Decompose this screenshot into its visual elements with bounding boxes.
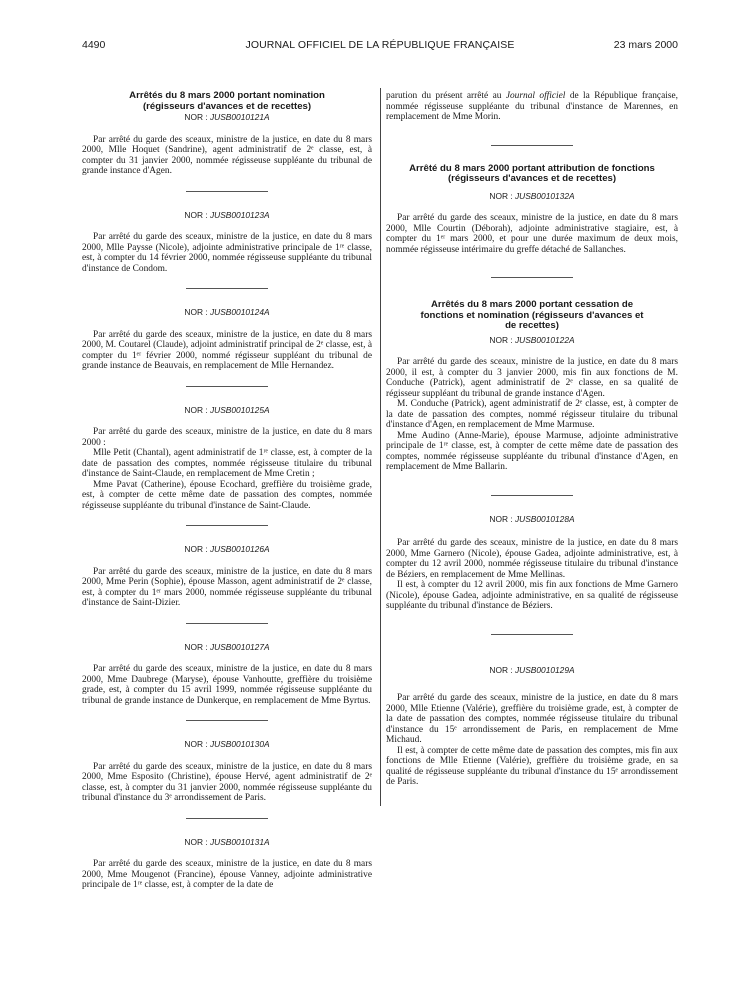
nor-reference [386, 514, 678, 525]
nor-reference [82, 405, 372, 416]
nor-reference [82, 739, 372, 750]
nor-code: JUSB0010126A [209, 544, 270, 554]
nor-label: NOR : [489, 334, 513, 345]
decree-paragraph: Mlle Petit (Chantal), agent administratif de 1ʳᵉ classe, est, à compter de la date de passation des comptes, nommée régisseuse titulaire du tribunal d'instance de Saint-Claude, en remplacement de Mme Cretin ; [82, 448, 372, 479]
nor-label: NOR : [184, 739, 208, 749]
left-column [82, 91, 372, 891]
nor-reference [386, 665, 678, 676]
nor-label: NOR : [489, 513, 513, 524]
journal-title: JOURNAL OFFICIEL DE LA RÉPUBLIQUE FRANÇAISE [245, 39, 515, 51]
nor-reference [82, 837, 372, 848]
page-number: 4490 [82, 39, 106, 51]
nor-label: NOR : [489, 190, 513, 201]
decree-paragraph: Il est, à compter de cette même date de passation des comptes, mis fin aux fonctions de Mlle Etienne (Valérie), greffière du troisième grade, en sa qualité de régisseuse suppléante du tribunal d'instance du 15ᵉ arrondissement de Paris. [386, 745, 678, 787]
nor-code: JUSB0010132A [514, 190, 575, 201]
issue-date: 23 mars 2000 [613, 39, 678, 51]
nor-reference [82, 642, 372, 653]
section-title-line: Arrêté du 8 mars 2000 portant attribution de fonctions [409, 162, 655, 174]
decree-paragraph: Par arrêté du garde des sceaux, ministre de la justice, en date du 8 mars 2000, Mme Mougenot (Francine), épouse Vanney, adjointe administrative principale de 1ʳᵉ classe, est, à compter de la date de [82, 859, 372, 890]
nor-label: NOR : [489, 664, 513, 675]
decree-paragraph: Par arrêté du garde des sceaux, ministre de la justice, en date du 8 mars 2000, Mme Daubrege (Maryse), épouse Vanhoutte, greffière du troisième grade, est, à compter du 15 avril 1999, nommée régisseuse suppléante du tribunal de grande instance de Dunkerque, en remplacement de Mme Byrtus. [82, 664, 372, 706]
nor-reference [82, 210, 372, 221]
nor-reference [386, 191, 678, 202]
section-title-line: de recettes) [505, 320, 559, 331]
nor-label: NOR : [184, 112, 208, 122]
decree-paragraph: Par arrêté du garde des sceaux, ministre de la justice, en date du 8 mars 2000, il est, à compter du 3 janvier 2000, mis fin aux fonctions de M. Conduche (Patrick), agent administratif de 2ᵉ classe, en sa qualité de régisseur suppléant du tribunal de grande instance d'Agen. [386, 357, 678, 399]
nor-label: NOR : [184, 307, 208, 317]
decree-paragraph: Par arrêté du garde des sceaux, ministre de la justice, en date du 8 mars 2000 : [82, 427, 372, 448]
column-divider-rule [380, 88, 381, 806]
section-title-line: (régisseurs d'avances et de recettes) [142, 100, 312, 112]
decree-paragraph: M. Conduche (Patrick), agent administratif de 2ᵉ classe, est, à compter de la date de passation des comptes, nommé régisseur titulaire du tribunal d'instance d'Agen, en remplacement de Mme Marmuse. [386, 399, 678, 430]
nor-reference [82, 307, 372, 318]
page-header [82, 39, 678, 55]
nor-code: JUSB0010125A [209, 404, 270, 415]
nor-code: JUSB0010130A [209, 739, 270, 749]
nor-code: JUSB0010129A [514, 664, 575, 675]
decree-paragraph: Par arrêté du garde des sceaux, ministre de la justice, en date du 8 mars 2000, Mme Esposito (Christine), épouse Hervé, agent administratif de 2ᵉ classe, est, à compter du 31 janvier 2000, nommée régisseuse suppléante du tribunal d'instance du 3ᵉ arrondissement de Paris. [82, 761, 372, 803]
decree-paragraph: Par arrêté du garde des sceaux, ministre de la justice, en date du 8 mars 2000, Mlle Etienne (Valérie), greffière du troisième grade, est, à compter de la date de passation des comptes, nommée régisseuse titulaire du tribunal d'instance du 15ᵉ arrondissement de Paris, en remplacement de Mme Michaud. [386, 693, 678, 745]
section-title [386, 164, 678, 185]
nor-code: JUSB0010122A [514, 334, 575, 345]
section-title-line: (régisseurs d'avances et de recettes) [447, 173, 617, 184]
nor-code: JUSB0010128A [514, 513, 575, 524]
right-column [386, 91, 678, 788]
decree-paragraph: Par arrêté du garde des sceaux, ministre de la justice, en date du 8 mars 2000, Mlle Hoquet (Sandrine), agent administratif de 2ᵉ classe, est, à compter du 31 janvier 2000, nommée régisseuse suppléante du tribunal de grande instance d'Agen. [82, 134, 372, 176]
section-title [82, 91, 372, 112]
section-title-line: Arrêtés du 8 mars 2000 portant nomination [129, 90, 325, 101]
nor-label: NOR : [184, 209, 208, 220]
continued-paragraph [386, 91, 678, 123]
nor-reference [82, 544, 372, 555]
nor-reference [386, 335, 678, 346]
section-title-line: Arrêtés du 8 mars 2000 portant cessation de [430, 299, 634, 310]
nor-label: NOR : [184, 641, 208, 652]
nor-code: JUSB0010127A [209, 641, 270, 652]
nor-code: JUSB0010123A [209, 209, 270, 220]
decree-paragraph: Par arrêté du garde des sceaux, ministre de la justice, en date du 8 mars 2000, Mlle Courtin (Déborah), adjointe administrative stagiaire, est, à compter du 1ᵉʳ mars 2000, et pour une durée maximum de deux mois, nommée régisseuse intérimaire du greffe détaché de Sallanches. [386, 213, 678, 255]
decree-paragraph: Il est, à compter du 12 avril 2000, mis fin aux fonctions de Mme Garnero (Nicole), épouse Gadea, adjointe administrative, en sa qualité de régisseuse suppléante du tribunal d'instance de Béziers. [386, 580, 678, 611]
continuation-text: de la République française, nommée régisseuse suppléante du tribunal d'instance de Marennes, en remplacement de Mme Morin. [386, 91, 678, 122]
nor-label: NOR : [184, 836, 208, 847]
section-title-line: fonctions et nomination (régisseurs d'avances et [420, 309, 644, 321]
section-title [386, 300, 678, 332]
nor-code: JUSB0010121A [209, 112, 270, 122]
decree-paragraph: Par arrêté du garde des sceaux, ministre de la justice, en date du 8 mars 2000, Mme Perin (Sophie), épouse Masson, agent administratif de 2ᵉ classe, est, à compter du 1ᵉʳ mars 2000, nommée régisseuse suppléante du tribunal d'instance de Saint-Dizier. [82, 566, 372, 608]
nor-label: NOR : [184, 404, 208, 415]
nor-reference [82, 112, 372, 123]
decree-paragraph: Par arrêté du garde des sceaux, ministre de la justice, en date du 8 mars 2000, Mlle Paysse (Nicole), adjointe administrative principale de 1ʳᵉ classe, est, à compter du 14 février 2000, nommée régisseuse suppléante du tribunal d'instance de Condom. [82, 232, 372, 274]
decree-paragraph: Mme Pavat (Catherine), épouse Ecochard, greffière du troisième grade, est, à compter de cette même date de passation des comptes, nommée régisseuse suppléante du tribunal d'instance de Saint-Claude. [82, 479, 372, 511]
decree-paragraph: Par arrêté du garde des sceaux, ministre de la justice, en date du 8 mars 2000, Mme Garnero (Nicole), épouse Gadea, adjointe administrative, est, à compter du 12 avril 2000, nommée régisseuse titulaire du tribunal d'instance de Béziers, en remplacement de Mme Mellinas. [386, 538, 678, 580]
nor-code: JUSB0010124A [209, 307, 270, 317]
journal-officiel-italic: Journal officiel [505, 91, 566, 101]
nor-label: NOR : [184, 544, 208, 554]
continuation-text: parution du présent arrêté au [386, 91, 506, 101]
decree-paragraph: Mme Audino (Anne-Marie), épouse Marmuse, adjointe administrative principale de 1ʳᵉ classe, est, à compter de cette même date de passation des comptes, nommée régisseuse suppléante du tribunal d'instance d'Agen, en remplacement de Mme Ballarin. [386, 430, 678, 472]
nor-code: JUSB0010131A [209, 836, 270, 847]
decree-paragraph: Par arrêté du garde des sceaux, ministre de la justice, en date du 8 mars 2000, M. Coutarel (Claude), adjoint administratif principal de 2ᵉ classe, est, à compter du 1ᵉʳ février 2000, nommé régisseur suppléant du tribunal de grande instance de Beauvais, en remplacement de Mlle Hernandez. [82, 329, 372, 371]
